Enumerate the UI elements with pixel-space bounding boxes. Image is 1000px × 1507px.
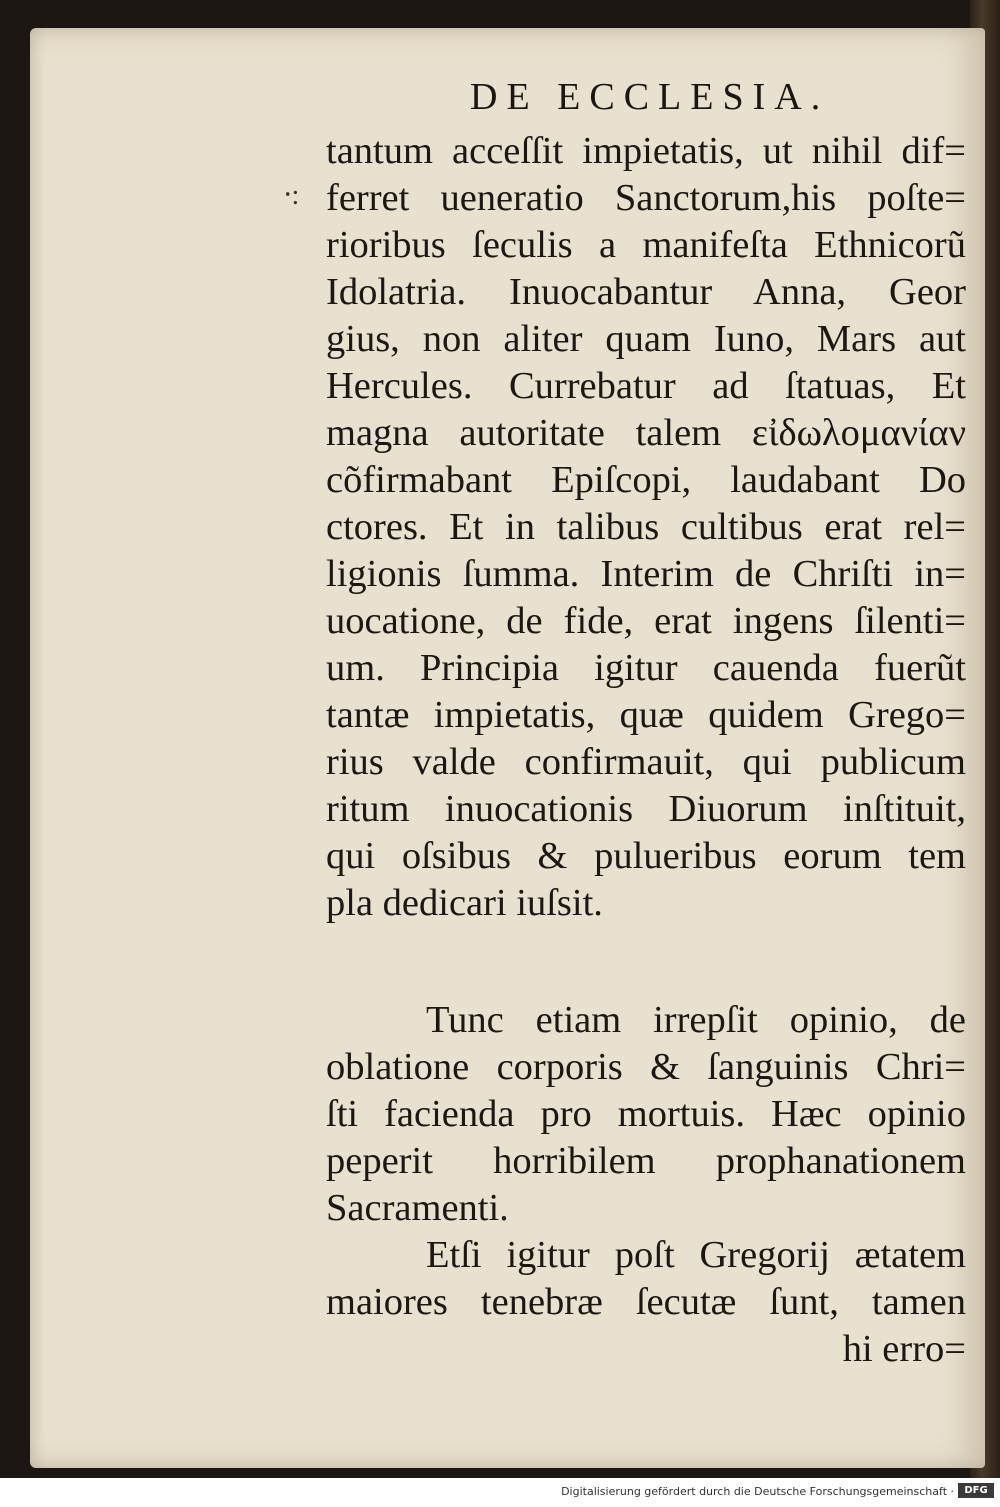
text-line: gius, non aliter quam Iuno, Mars aut — [326, 318, 966, 360]
text-line: ligionis ſumma. Interim de Chriſti in= — [326, 553, 966, 595]
text-line: magna autoritate talem εἰδωλομανίαν — [326, 412, 966, 454]
text-line: Hercules. Currebatur ad ſtatuas, Et — [326, 365, 966, 407]
body-text — [326, 128, 966, 1373]
text-line: ritum inuocationis Diuorum inſtituit, — [326, 788, 966, 830]
text-line: qui oſsibus & pulueribus eorum tem — [326, 835, 966, 877]
text-line: tantum acceſſit impietatis, ut nihil dif= — [326, 130, 966, 172]
text-line: oblatione corporis & ſanguinis Chri= — [326, 1046, 966, 1088]
text-line: pla dedicari iuſsit. — [326, 882, 603, 924]
text-line: rioribus ſeculis a manifeſta Ethnicorũ — [326, 224, 966, 266]
text-line: maiores tenebræ ſecutæ ſunt, tamen — [326, 1281, 966, 1323]
text-line: ferret ueneratio Sanctorum,his poſte= — [326, 177, 966, 219]
catchword: hi erro= — [842, 1328, 966, 1370]
paragraph-gap — [326, 927, 966, 997]
text-line: um. Principia igitur cauenda fuerũt — [326, 647, 966, 689]
text-line: peperit horribilem prophanationem — [326, 1140, 966, 1182]
margin-mark: ⸱: — [284, 180, 300, 211]
text-line: ſti facienda pro mortuis. Hæc opinio — [326, 1093, 966, 1135]
text-line: Tunc etiam irrepſit opinio, de — [426, 999, 966, 1041]
text-line: Sacramenti. — [326, 1187, 509, 1229]
text-line: cõfirmabant Epiſcopi, laudabant Do — [326, 459, 966, 501]
text-line: Etſi igitur poſt Gregorij ætatem — [426, 1234, 966, 1276]
footer-credit: Digitalisierung gefördert durch die Deutsche Forschungsgemeinschaft · — [561, 1485, 954, 1498]
text-line: uocatione, de fide, erat ingens ſilenti= — [326, 600, 966, 642]
footer — [0, 1478, 1000, 1507]
text-line: tantæ impietatis, quæ quidem Grego= — [326, 694, 966, 736]
dfg-logo: DFG — [958, 1483, 994, 1498]
running-head: DE ECCLESIA. — [470, 76, 830, 118]
text-line: rius valde confirmauit, qui publicum — [326, 741, 966, 783]
text-line: Idolatria. Inuocabantur Anna, Geor — [326, 271, 966, 313]
text-line: ctores. Et in talibus cultibus erat rel= — [326, 506, 966, 548]
